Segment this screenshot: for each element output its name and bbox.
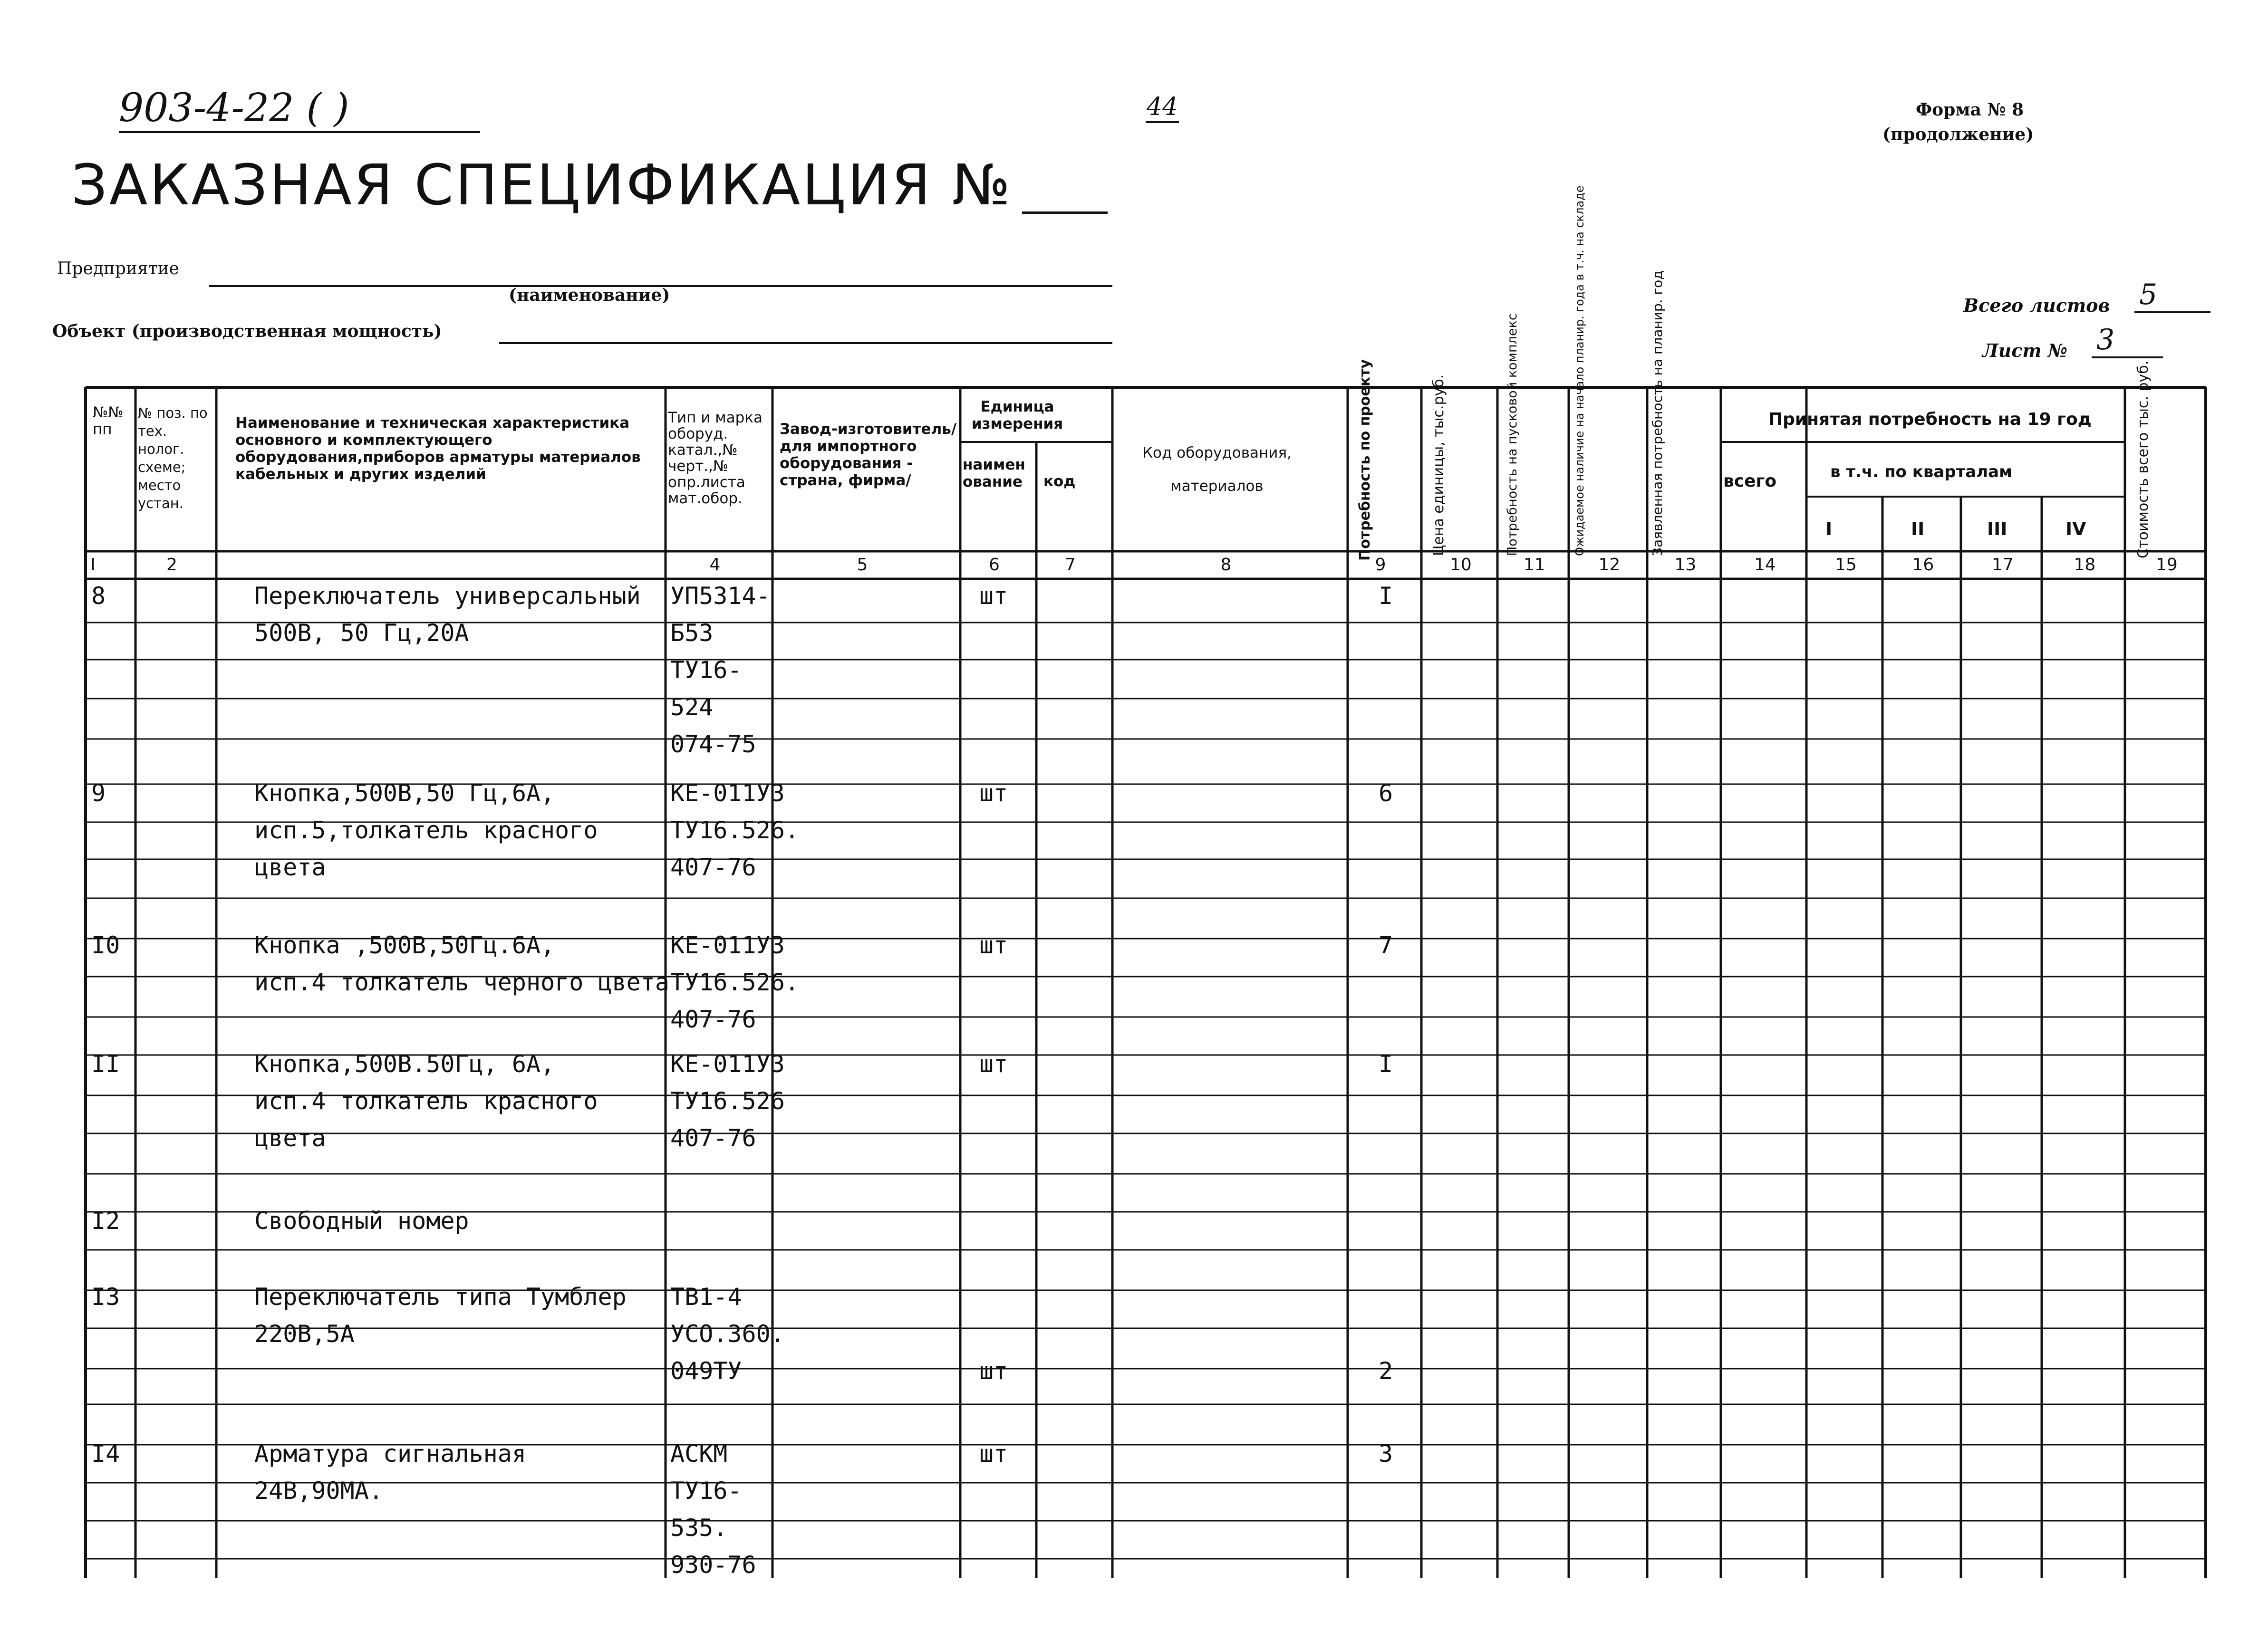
item-type: 407-76 — [670, 1006, 756, 1033]
header-col-stock: Ожидаемое наличие на начало планир. года в т.ч. на складе — [1573, 185, 1586, 556]
column-number: 16 — [1912, 555, 1934, 575]
item-type: 407-76 — [670, 854, 756, 881]
item-type: 524 — [670, 693, 714, 721]
column-number: 2 — [166, 555, 177, 575]
header-q4: IV — [2065, 518, 2086, 539]
row-number: I0 — [91, 931, 120, 959]
row-number: 8 — [91, 582, 106, 610]
header-col-unit-code: код — [1043, 473, 1076, 490]
column-number: 5 — [857, 555, 868, 575]
item-type: УСО.360. — [670, 1320, 785, 1348]
item-quantity: 3 — [1379, 1440, 1393, 1468]
item-name: Арматура сигнальная — [254, 1440, 526, 1468]
column-number: 7 — [1065, 555, 1076, 575]
item-type: 535. — [670, 1514, 728, 1542]
item-type: АСКМ — [670, 1440, 728, 1468]
item-type: ТУ16- — [670, 656, 742, 684]
item-unit: шт — [979, 582, 1008, 610]
column-number: 6 — [989, 555, 1000, 575]
header-col-qty: Потребность по проекту — [1357, 359, 1373, 561]
item-name: Кнопка,500В.50Гц, 6А, — [254, 1050, 555, 1078]
item-name: Переключатель универсальный — [254, 582, 641, 610]
item-unit: шт — [979, 931, 1008, 959]
column-number: 14 — [1754, 555, 1776, 575]
form-label: Форма № 8 — [1916, 100, 2024, 120]
header-unit-group: Единица измерения — [971, 398, 1063, 432]
header-col-declared: Заявленная потребность на планир. год — [1650, 270, 1665, 556]
item-quantity: I — [1379, 1050, 1393, 1078]
header-q2: II — [1911, 518, 1925, 539]
header-col-position: № поз. по тех. нолог. схеме; место устан. — [138, 405, 208, 511]
header-col-manufacturer: Завод-изготовитель/для импортного оборудования - страна, фирма/ — [780, 421, 957, 489]
item-quantity: I — [1379, 582, 1393, 610]
item-type: 930-76 — [670, 1551, 756, 1579]
sheet-number-label: Лист № — [1982, 340, 2068, 361]
column-number: 19 — [2156, 555, 2178, 575]
column-number: 15 — [1835, 555, 1857, 575]
item-type: ТУ16.526. — [670, 969, 799, 996]
header-col-price: Цена единицы, тыс.руб. — [1430, 374, 1447, 556]
item-type: 407-76 — [670, 1124, 756, 1152]
item-name: цвета — [254, 1124, 326, 1152]
item-type: КЕ-011У3 — [670, 931, 785, 959]
header-col-type: Тип и марка оборуд. катал.,№ черт.,№ опр.листа мат.обор. — [668, 409, 762, 507]
item-unit: шт — [979, 779, 1008, 807]
header-col-unit-name: наименование — [963, 456, 1025, 490]
column-number: 4 — [709, 555, 721, 575]
sheet-number-value: 3 — [2092, 323, 2163, 358]
item-name: цвета — [254, 854, 326, 881]
column-number: I — [90, 555, 96, 575]
row-number: 9 — [91, 779, 106, 807]
item-name: Кнопка ,500В,50Гц.6А, — [254, 931, 555, 959]
item-unit: шт — [979, 1440, 1008, 1468]
row-number: II — [91, 1050, 120, 1078]
item-type: 049ТУ — [670, 1357, 742, 1385]
page-number: 44 — [1146, 93, 1179, 123]
item-unit: шт — [979, 1050, 1008, 1078]
row-number: I4 — [91, 1440, 120, 1468]
item-type: ТУ16.526. — [670, 816, 799, 844]
item-name: исп.4 толкатель черного цвета — [254, 969, 669, 996]
item-name: исп.5,толкатель красного — [254, 816, 598, 844]
column-number: 11 — [1524, 555, 1545, 575]
header-col-cost: Стоимость всего тыс. руб. — [2135, 360, 2152, 558]
item-name: исп.4 толкатель красного — [254, 1087, 598, 1115]
column-number: 13 — [1674, 555, 1697, 575]
item-quantity: 6 — [1379, 779, 1393, 807]
item-name: Кнопка,500В,50 Гц,6А, — [254, 779, 555, 807]
total-sheets-value: 5 — [2134, 278, 2210, 313]
form-continuation: (продолжение) — [1882, 125, 2034, 144]
item-name: 220В,5А — [254, 1320, 355, 1348]
document-code: 903-4-22 ( ) — [119, 86, 480, 133]
item-name: 24В,90МА. — [254, 1477, 383, 1505]
item-name: 500В, 50 Гц,20А — [254, 619, 469, 647]
header-col-name: Наименование и техническая характеристика основного и комплектующего оборудования,приборов арматуры материалов кабельных и других изделий — [235, 414, 641, 483]
item-type: ТУ16- — [670, 1477, 742, 1505]
column-number: 12 — [1598, 555, 1621, 575]
item-name: Свободный номер — [254, 1207, 469, 1235]
row-number: I2 — [91, 1207, 120, 1235]
header-col-total: всего — [1723, 471, 1777, 491]
item-name: Переключатель типа Тумблер — [254, 1283, 627, 1311]
item-type: 074-75 — [670, 730, 756, 758]
item-type: ТУ16.526 — [670, 1087, 785, 1115]
header-q1: I — [1825, 518, 1833, 539]
header-col-equipment-code: Код оборудования, материалов — [1142, 444, 1292, 495]
row-number: I3 — [91, 1283, 120, 1311]
item-quantity: 2 — [1379, 1357, 1393, 1385]
name-caption: (наименование) — [509, 285, 670, 305]
object-label: Объект (производственная мощность) — [52, 321, 442, 341]
header-q3: III — [1987, 518, 2007, 539]
item-unit: шт — [979, 1357, 1008, 1385]
header-quarters: в т.ч. по кварталам — [1830, 462, 2012, 481]
column-number: 8 — [1220, 555, 1232, 575]
column-number: 17 — [1992, 555, 2014, 575]
header-col-startup: Потребность на пусковой комплекс — [1505, 313, 1520, 556]
column-number: 18 — [2074, 555, 2096, 575]
item-type: Б53 — [670, 619, 714, 647]
page-title: ЗАКАЗНАЯ СПЕЦИФИКАЦИЯ № — [71, 152, 1013, 218]
total-sheets-label: Всего листов — [1963, 295, 2110, 316]
column-number: 10 — [1450, 555, 1472, 575]
header-accepted-need: Принятая потребность на 19 год — [1768, 410, 2092, 429]
item-type: КЕ-011У3 — [670, 779, 785, 807]
header-col-number: №№ пп — [93, 404, 124, 438]
enterprise-label: Предприятие — [57, 259, 179, 278]
column-number: 9 — [1375, 555, 1386, 575]
item-type: УП5314- — [670, 582, 771, 610]
item-type: ТВ1-4 — [670, 1283, 742, 1311]
item-type: КЕ-011У3 — [670, 1050, 785, 1078]
item-quantity: 7 — [1379, 931, 1393, 959]
